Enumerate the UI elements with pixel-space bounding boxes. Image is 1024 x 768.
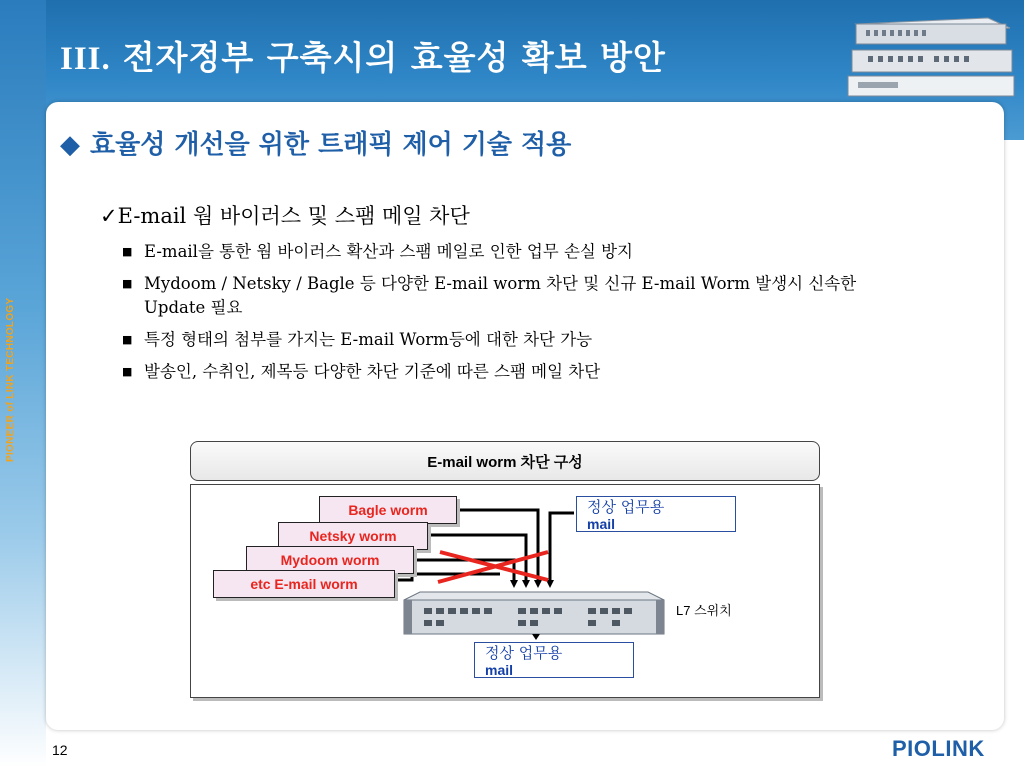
bullet-text: 특정 형태의 첨부를 가지는 E-mail Worm등에 대한 차단 가능 [144, 330, 593, 349]
bullet-text: E-mail을 통한 웜 바이러스 확산과 스팸 메일로 인한 업무 손실 방지 [144, 242, 633, 261]
piolink-logo: PIOLINK [892, 736, 985, 761]
worm-box-etc: etc E-mail worm [213, 570, 395, 598]
switch-label: L7 스위치 [676, 603, 732, 618]
bullet-text: Mydoom / Netsky / Bagle 등 다양한 E-mail worm 차단 및 신규 E-mail Worm 발생시 신속한 Update 필요 [144, 274, 857, 317]
mail-label: 정상 업무용 [485, 644, 563, 662]
arrow-head [510, 580, 518, 588]
arrow-head [534, 580, 542, 588]
worm-box-bagle: Bagle worm [319, 496, 457, 524]
bullet-icon: ■ [122, 365, 133, 378]
worm-box-mydoom: Mydoom worm [246, 546, 414, 574]
bullet-icon: ■ [122, 333, 133, 346]
diamond-icon: ◆ [60, 130, 80, 160]
bullet-icon: ■ [122, 277, 133, 290]
title-numeral: III. [60, 41, 111, 77]
mail-label: 정상 업무용 [587, 498, 665, 516]
subtitle-text: 효율성 개선을 위한 트래픽 제어 기술 적용 [90, 130, 572, 160]
block-x-icon [438, 552, 548, 582]
mail-label: mail [587, 516, 616, 532]
normal-mail-bottom [474, 642, 634, 678]
diagram-title: E-mail worm 차단 구성 [190, 441, 820, 481]
arrow-head [522, 580, 530, 588]
connector-line [550, 513, 574, 582]
worm-box-netsky: Netsky worm [278, 522, 428, 550]
l7-switch-icon [404, 592, 664, 634]
page-number: 12 [52, 742, 68, 758]
checked-heading: ✓E-mail 웜 바이러스 및 스팸 메일 차단 [100, 204, 470, 228]
mail-label: mail [485, 662, 514, 678]
side-tagline: PIONEER of LINK TECHNOLOGY [5, 297, 16, 462]
title-text: 전자정부 구축시의 효율성 확보 방안 [122, 38, 666, 77]
bullet-text: 발송인, 수취인, 제목등 다양한 차단 기준에 따른 스팸 메일 차단 [144, 362, 601, 381]
normal-mail-top [576, 496, 736, 532]
down-arrow-icon [532, 634, 540, 640]
bullet-icon: ■ [122, 245, 133, 258]
